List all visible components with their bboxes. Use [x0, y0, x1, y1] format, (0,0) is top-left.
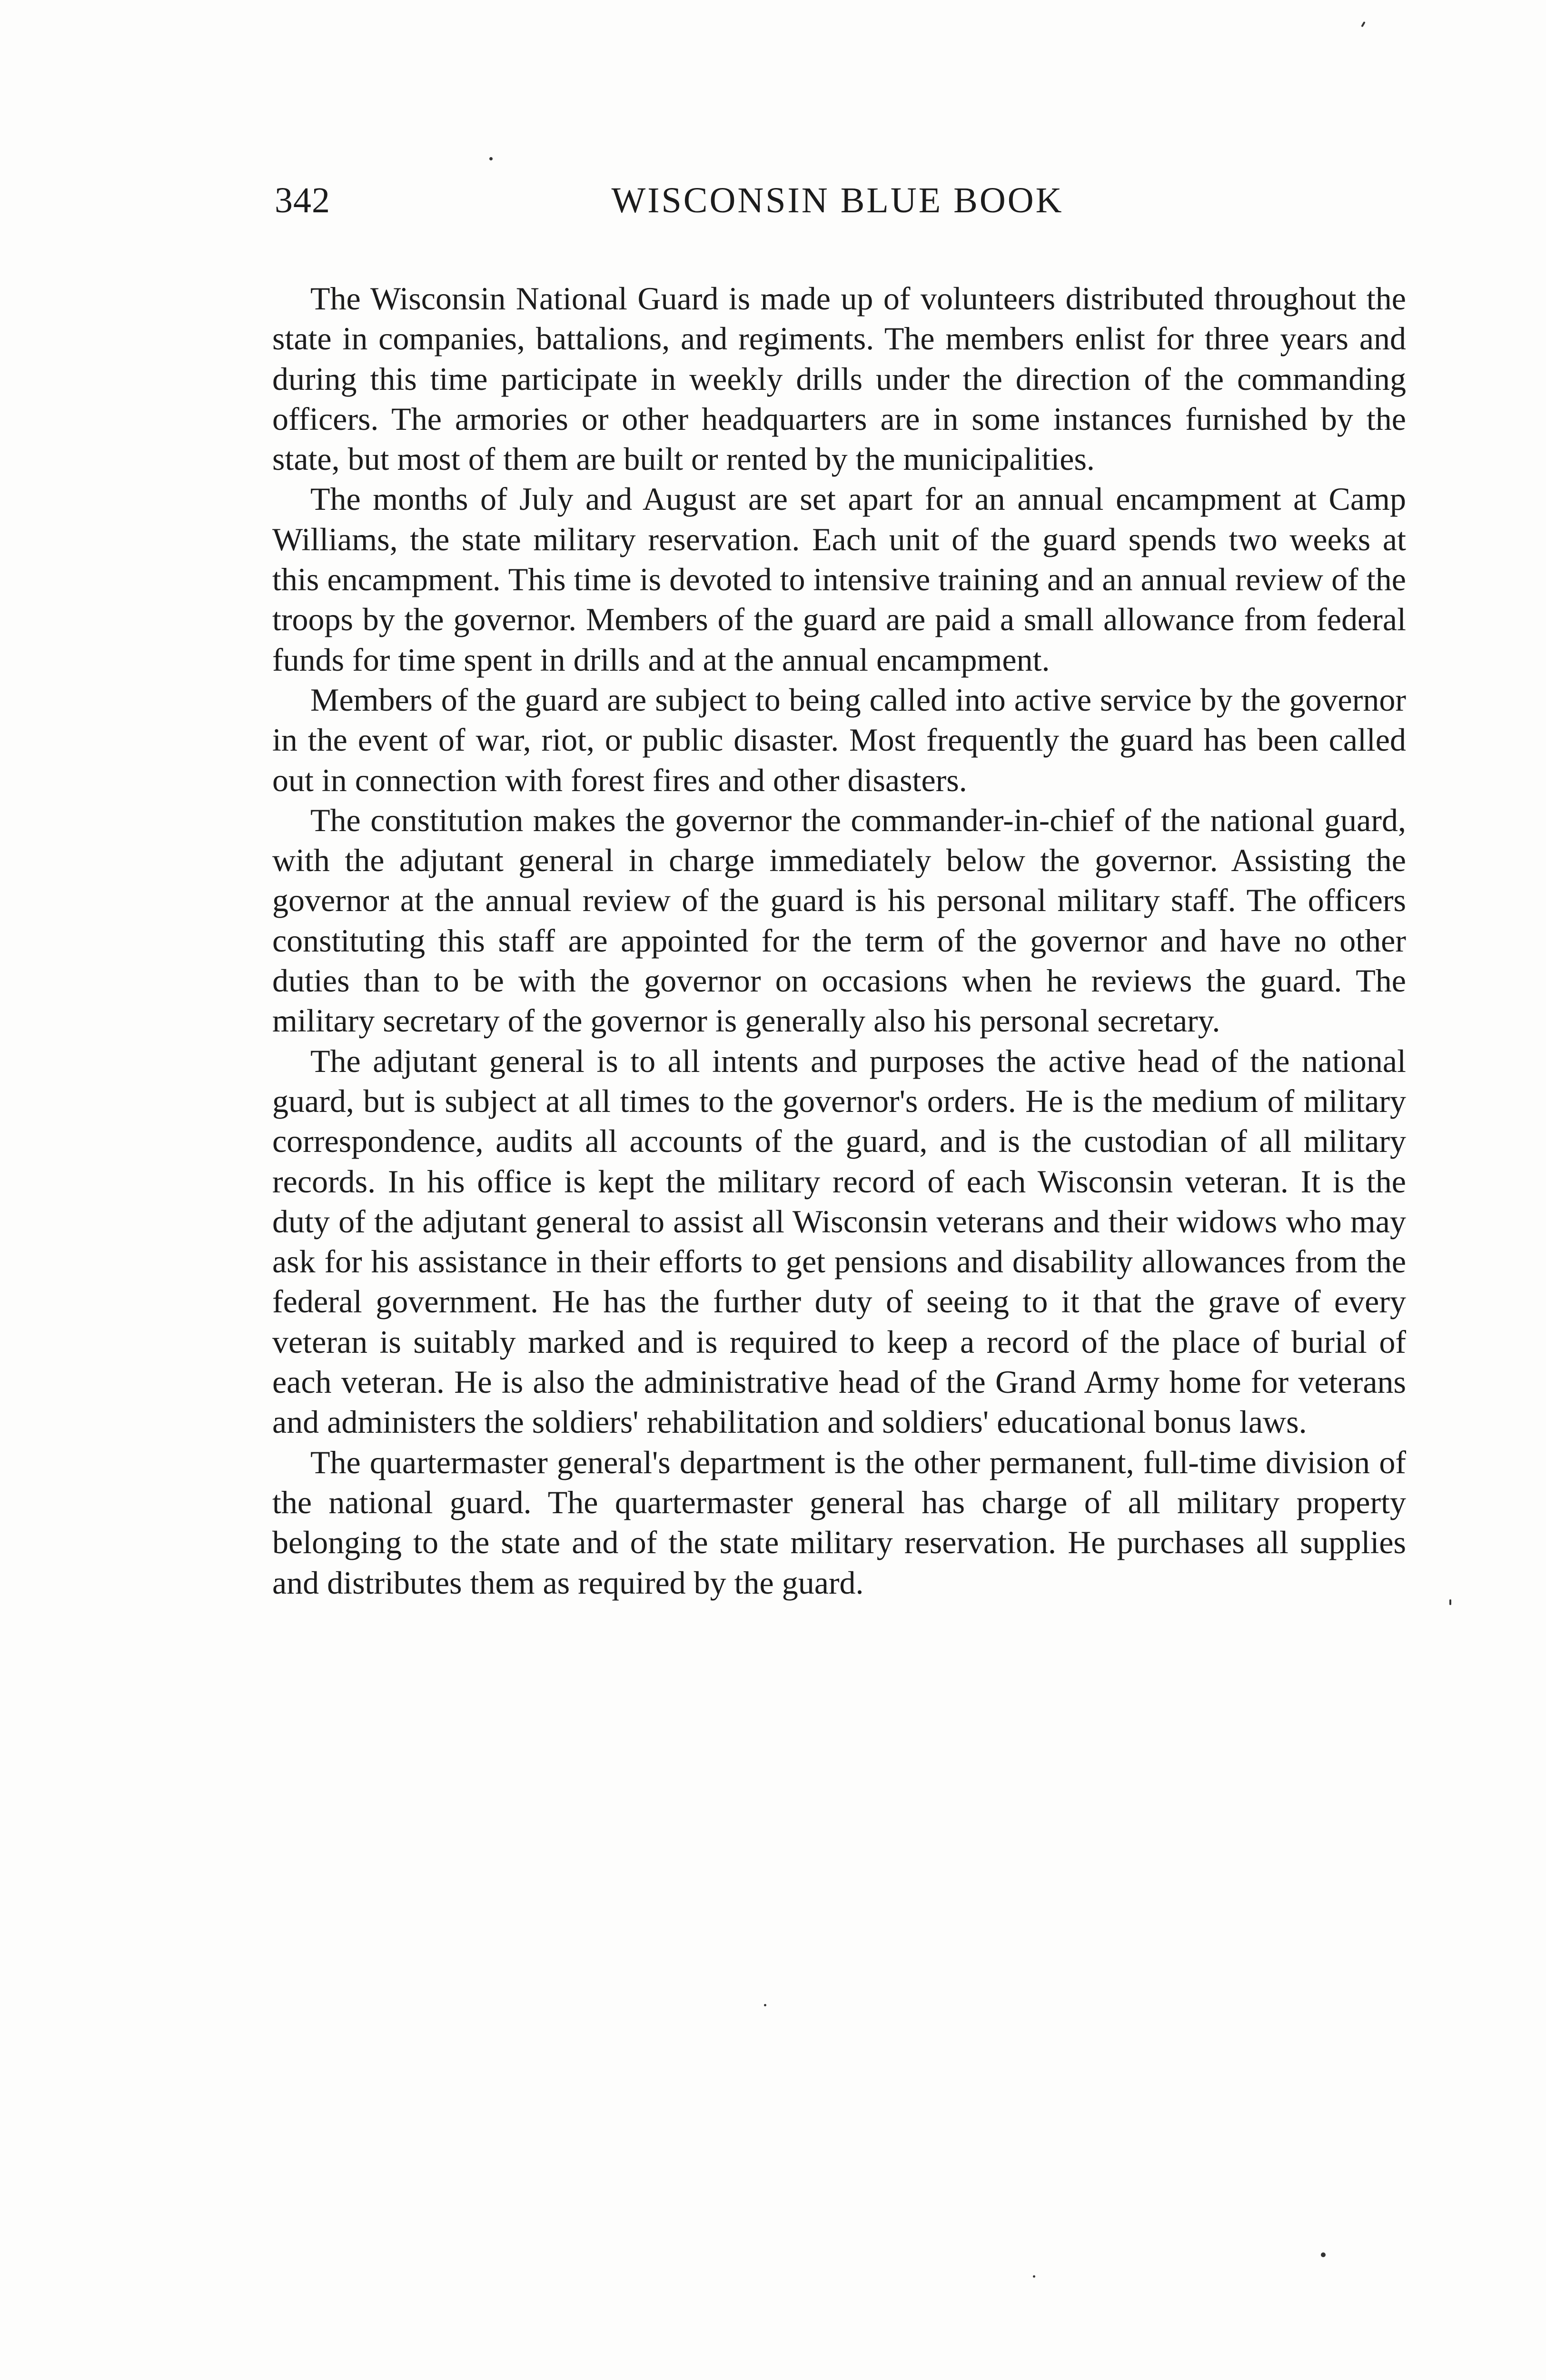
body-text [272, 278, 1406, 1603]
paragraph-commander-in-chief: The constitution makes the governor the commander-in-chief of the national guard, with the adjutant general in charge immediately below the governor. Assisting the governor at the annual review of the guard is his personal military staff. The officers constituting this staff are appointed for the term of the governor and have no other duties than to be with the governor on occasions when he reviews the guard. The military secretary of the governor is generally also his personal secretary. [272, 802, 1406, 1039]
paragraph-quartermaster-general: The quartermaster general's department is the other permanent, full-time division of the national guard. The quartermaster general has charge of all military property belonging to the state and of the state military reservation. He purchases all supplies and distributes them as required by the guard. [272, 1444, 1406, 1601]
running-title: WISCONSIN BLUE BOOK [611, 180, 1064, 220]
paragraph-annual-encampment: The months of July and August are set apart for an annual encampment at Camp Williams, the state military reservation. Each unit of the guard spends two weeks at this encampment. This time is devoted to intensive training and an annual review of the troops by the governor. Members of the guard are paid a small allowance from federal funds for time spent in drills and at the annual encampment. [272, 481, 1406, 678]
scan-speck [1361, 21, 1365, 27]
scan-speck [1449, 1599, 1451, 1605]
scan-speck [489, 157, 493, 160]
paragraph-national-guard-overview: The Wisconsin National Guard is made up of volunteers distributed throughout the state in companies, battalions, and regiments. The members enlist for three years and during this time participate in weekly drills under the direction of the commanding officers. The armories or other headquarters are in some instances furnished by the state, but most of them are built or rented by the municipalities. [272, 280, 1406, 477]
page-number: 342 [275, 180, 330, 220]
paragraph-adjutant-general: The adjutant general is to all intents and purposes the active head of the national guard, but is subject at all times to the governor's orders. He is the medium of military correspondence, audits all accounts of the guard, and is the custodian of all military records. In his office is kept the military record of each Wisconsin veteran. It is the duty of the adjutant general to assist all Wisconsin veterans and their widows who may ask for his assistance in their efforts to get pensions and disability allowances from the federal government. He has the further duty of seeing to it that the grave of every veteran is suitably marked and is required to keep a record of the place of burial of each veteran. He is also the administrative head of the Grand Army home for veterans and administers the soldiers' rehabilitation and soldiers' educational bonus laws. [272, 1042, 1406, 1440]
scan-speck [1033, 2275, 1035, 2278]
scan-speck [764, 2004, 766, 2006]
scan-speck [1321, 2252, 1326, 2257]
running-head [275, 180, 1400, 237]
paragraph-active-service: Members of the guard are subject to being called into active service by the governor in the event of war, riot, or public disaster. Most frequently the guard has been called out in connection with forest fires and other disasters. [272, 681, 1406, 798]
